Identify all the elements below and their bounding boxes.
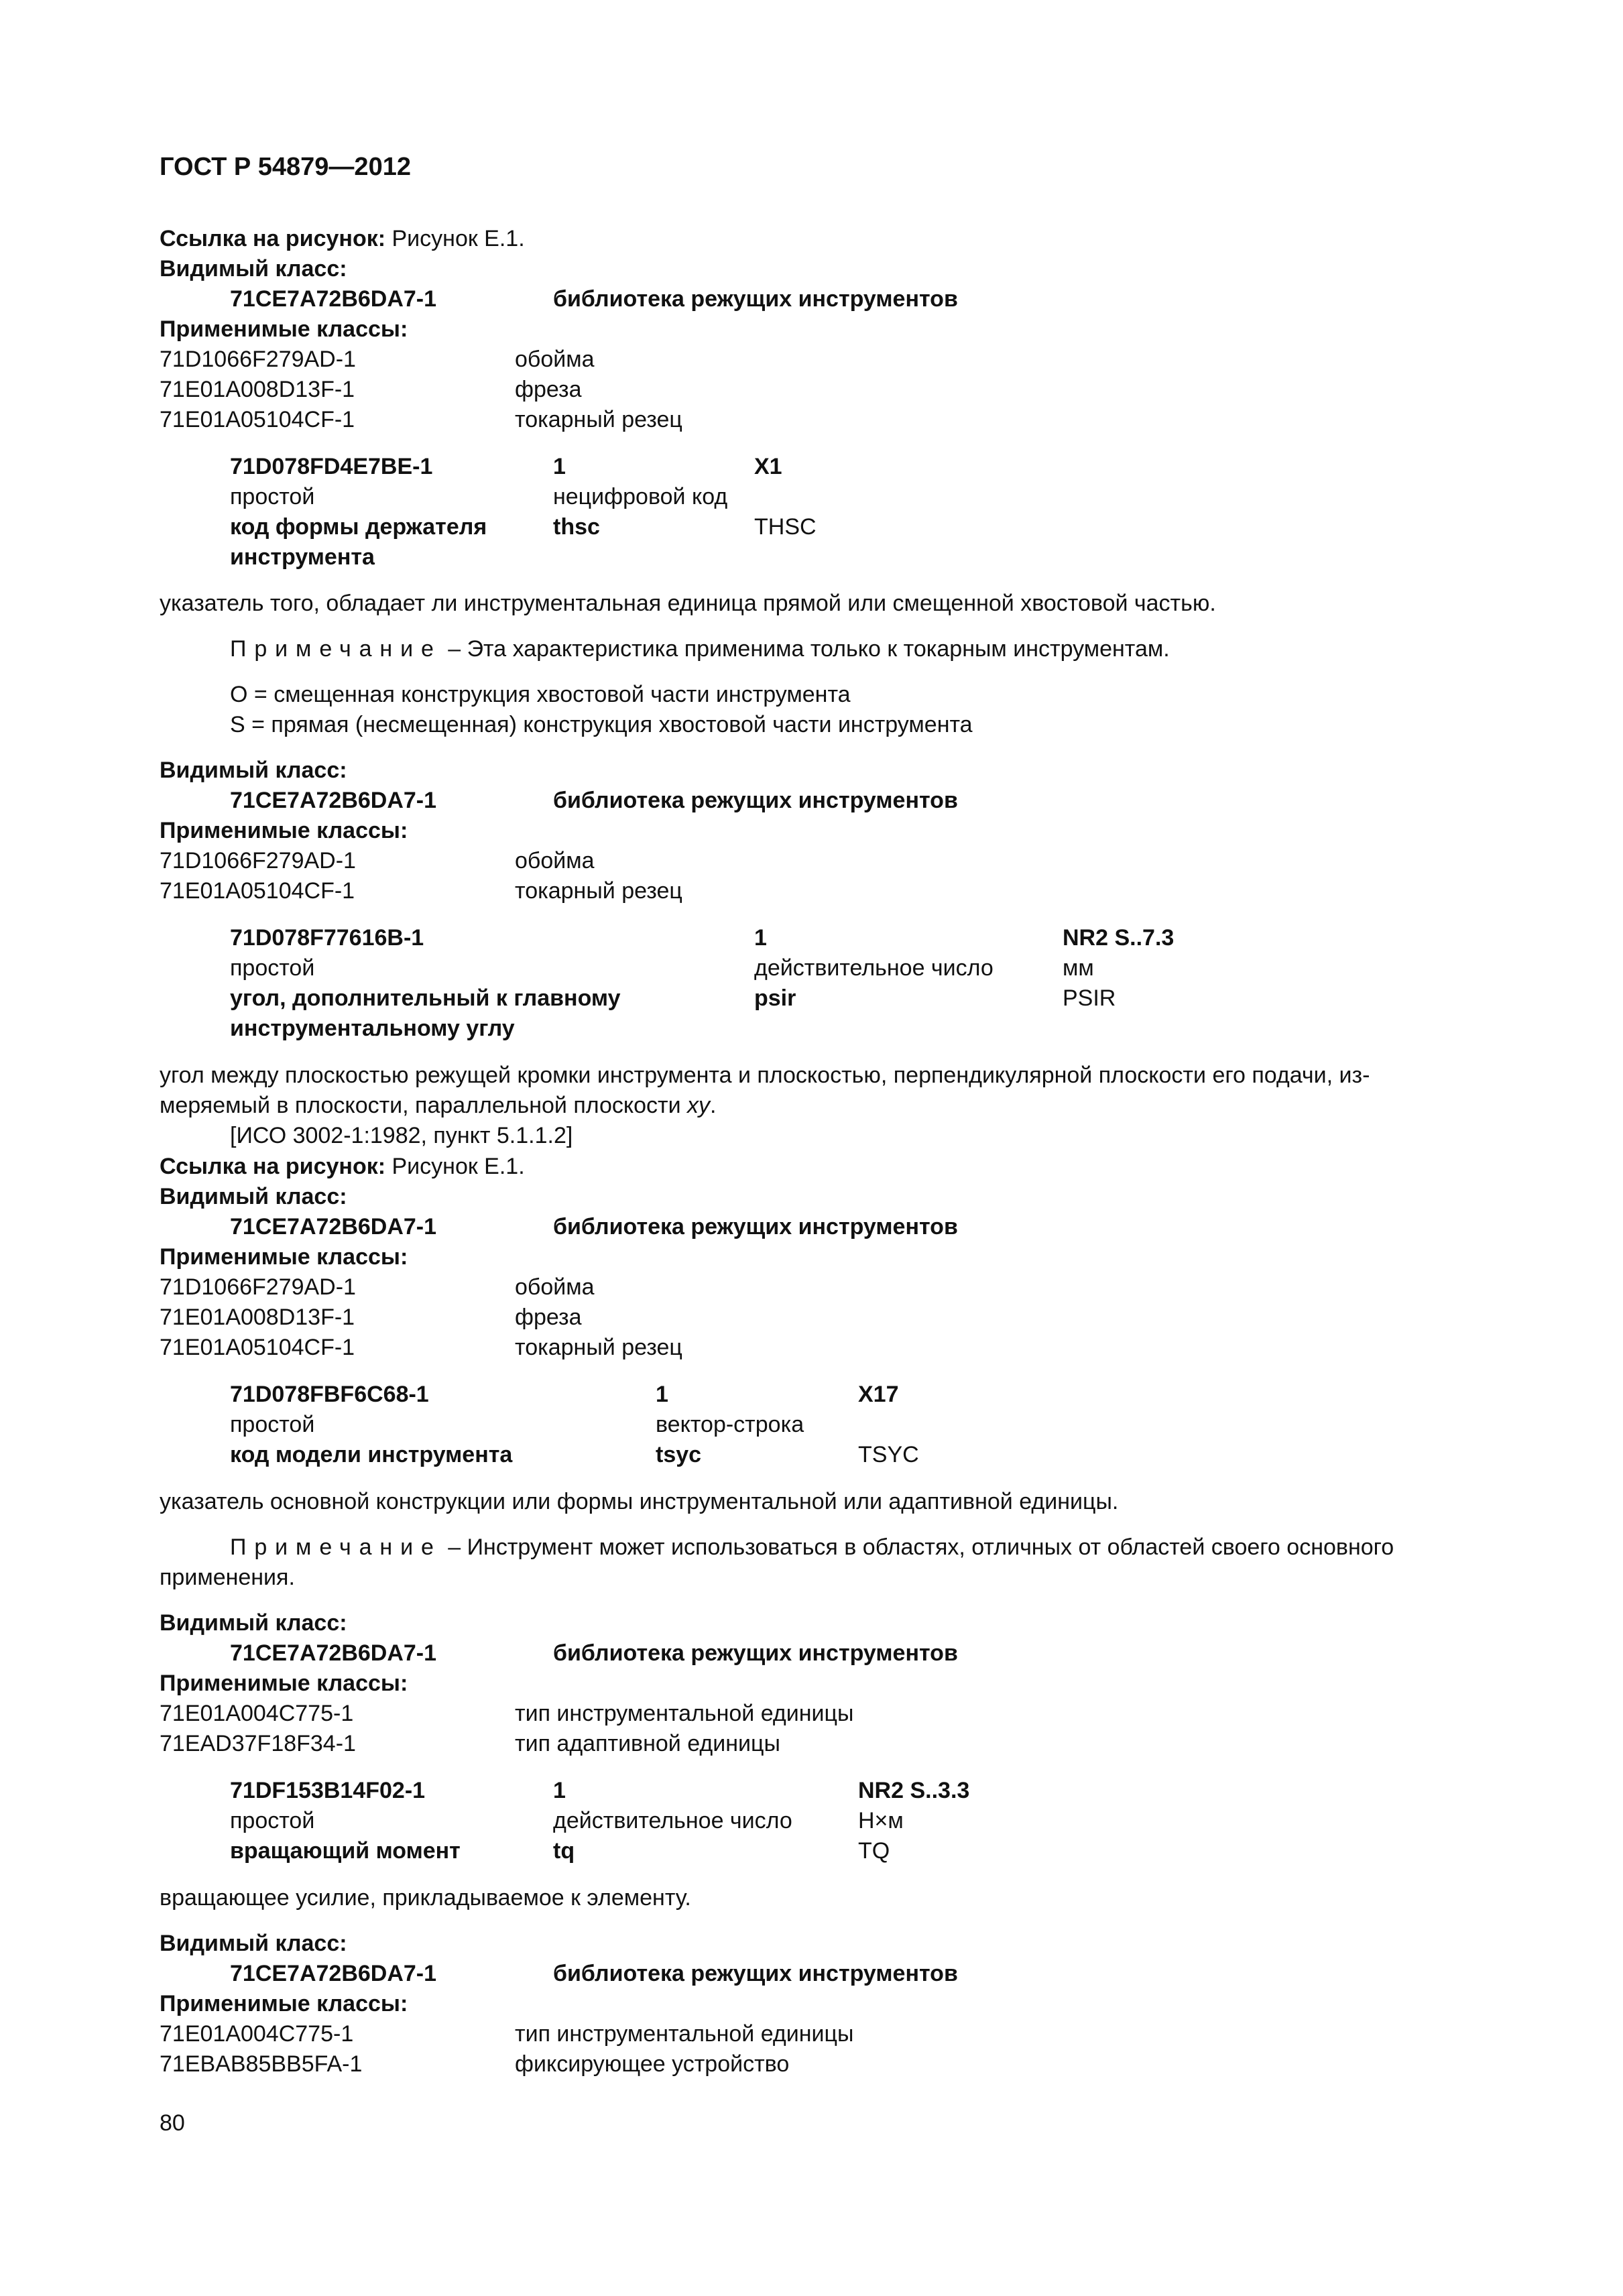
property-name: вращающий момент bbox=[230, 1838, 461, 1864]
definition-end: . bbox=[710, 1093, 717, 1118]
document-header: ГОСТ Р 54879—2012 bbox=[160, 153, 411, 181]
property-format: NR2 S..3.3 bbox=[858, 1778, 970, 1803]
property-format: NR2 S..7.3 bbox=[1063, 925, 1175, 951]
figure-ref-value: Рисунок Е.1. bbox=[392, 226, 525, 251]
class-name: токарный резец bbox=[515, 407, 682, 432]
property-name: код модели инструмента bbox=[230, 1442, 513, 1467]
library-name: библиотека режущих инструментов bbox=[553, 1640, 958, 1666]
applicable-classes-label: Применимые классы: bbox=[160, 1991, 408, 2016]
applicable-classes-label: Применимые классы: bbox=[160, 1244, 408, 1270]
property-format: X17 bbox=[858, 1382, 899, 1407]
property-name-cont: инструментальному углу bbox=[230, 1016, 515, 1041]
property-name-cont: инструмента bbox=[230, 544, 375, 570]
class-code: 71E01A008D13F-1 bbox=[160, 1305, 355, 1330]
figure-reference bbox=[160, 225, 525, 252]
note-label: Примечание bbox=[230, 636, 442, 662]
property-kind: простой bbox=[230, 1808, 315, 1833]
class-code: 71E01A004C775-1 bbox=[160, 1701, 354, 1726]
property-definition: указатель основной конструкции или формы инструментальной или адаптивной единицы. bbox=[160, 1489, 1119, 1514]
property-version: 1 bbox=[754, 925, 767, 951]
library-code: 71CE7A72B6DA7-1 bbox=[230, 1214, 437, 1240]
property-name: код формы держателя bbox=[230, 514, 487, 540]
class-name: тип адаптивной единицы bbox=[515, 1731, 780, 1756]
property-name: угол, дополнительный к главному bbox=[230, 985, 621, 1011]
class-code: 71E01A05104CF-1 bbox=[160, 878, 355, 904]
class-code: 71E01A004C775-1 bbox=[160, 2021, 354, 2047]
library-name: библиотека режущих инструментов bbox=[553, 788, 958, 813]
property-kind: простой bbox=[230, 1412, 315, 1437]
applicable-classes-label: Применимые классы: bbox=[160, 1671, 408, 1696]
property-short-name: TQ bbox=[858, 1838, 890, 1864]
class-name: фреза bbox=[515, 377, 582, 402]
library-code: 71CE7A72B6DA7-1 bbox=[230, 286, 437, 312]
property-definition: угол между плоскостью режущей кромки инструмента и плоскостью, перпендикулярной плоскости его подачи, из- bbox=[160, 1063, 1370, 1088]
class-name: обойма bbox=[515, 848, 595, 873]
property-type: нецифровой код bbox=[553, 484, 728, 509]
source-reference: [ИСО 3002-1:1982, пункт 5.1.1.2] bbox=[230, 1123, 573, 1148]
library-code: 71CE7A72B6DA7-1 bbox=[230, 1961, 437, 1986]
document-page bbox=[160, 0, 1514, 2296]
property-code: 71DF153B14F02-1 bbox=[230, 1778, 426, 1803]
library-name: библиотека режущих инструментов bbox=[553, 286, 958, 312]
page-number: 80 bbox=[160, 2110, 185, 2136]
figure-ref-label: Ссылка на рисунок: bbox=[160, 1154, 386, 1179]
class-code: 71E01A008D13F-1 bbox=[160, 377, 355, 402]
applicable-classes-label: Применимые классы: bbox=[160, 818, 408, 843]
property-kind: простой bbox=[230, 955, 315, 981]
note-cont: применения. bbox=[160, 1565, 295, 1590]
class-name: фиксирующее устройство bbox=[515, 2051, 790, 2077]
property-version: 1 bbox=[656, 1382, 668, 1407]
property-symbol: thsc bbox=[553, 514, 600, 540]
class-code: 71EBAB85BB5FA-1 bbox=[160, 2051, 363, 2077]
property-symbol: tq bbox=[553, 1838, 575, 1864]
note-text: – Эта характеристика применима только к токарным инструментам. bbox=[441, 636, 1170, 662]
class-code: 71EAD37F18F34-1 bbox=[160, 1731, 356, 1756]
class-code: 71E01A05104CF-1 bbox=[160, 1335, 355, 1360]
class-name: тип инструментальной единицы bbox=[515, 1701, 854, 1726]
property-format: X1 bbox=[754, 454, 782, 479]
note-text: – Инструмент может использоваться в областях, отличных от областей своего основного bbox=[441, 1534, 1394, 1560]
property-kind: простой bbox=[230, 484, 315, 509]
class-name: тип инструментальной единицы bbox=[515, 2021, 854, 2047]
property-code: 71D078F77616B-1 bbox=[230, 925, 424, 951]
figure-ref-label: Ссылка на рисунок: bbox=[160, 226, 386, 251]
class-name: обойма bbox=[515, 1274, 595, 1300]
definition-italic: xy bbox=[687, 1093, 711, 1118]
figure-ref-value: Рисунок Е.1. bbox=[392, 1154, 525, 1179]
property-unit: мм bbox=[1063, 955, 1094, 981]
figure-reference bbox=[160, 1153, 525, 1180]
property-symbol: psir bbox=[754, 985, 796, 1011]
property-symbol: tsyc bbox=[656, 1442, 702, 1467]
property-version: 1 bbox=[553, 1778, 566, 1803]
value-description: O = смещенная конструкция хвостовой части инструмента bbox=[230, 682, 851, 707]
class-code: 71E01A05104CF-1 bbox=[160, 407, 355, 432]
visible-class-label: Видимый класс: bbox=[160, 1610, 347, 1636]
class-name: токарный резец bbox=[515, 1335, 682, 1360]
class-name: обойма bbox=[515, 347, 595, 372]
visible-class-label: Видимый класс: bbox=[160, 758, 347, 783]
property-unit: Н×м bbox=[858, 1808, 904, 1833]
property-short-name: TSYC bbox=[858, 1442, 919, 1467]
property-definition-cont bbox=[160, 1092, 717, 1119]
note bbox=[230, 636, 1170, 662]
note-label: Примечание bbox=[230, 1534, 442, 1560]
note bbox=[230, 1534, 1394, 1561]
library-code: 71CE7A72B6DA7-1 bbox=[230, 1640, 437, 1666]
property-type: действительное число bbox=[754, 955, 994, 981]
class-code: 71D1066F279AD-1 bbox=[160, 1274, 356, 1300]
property-definition: указатель того, обладает ли инструментальная единица прямой или смещенной хвостовой частью. bbox=[160, 591, 1216, 616]
class-name: токарный резец bbox=[515, 878, 682, 904]
applicable-classes-label: Применимые классы: bbox=[160, 316, 408, 342]
visible-class-label: Видимый класс: bbox=[160, 1931, 347, 1956]
property-code: 71D078FD4E7BE-1 bbox=[230, 454, 433, 479]
property-type: вектор-строка bbox=[656, 1412, 804, 1437]
library-name: библиотека режущих инструментов bbox=[553, 1214, 958, 1240]
property-type: действительное число bbox=[553, 1808, 792, 1833]
definition-text: меряемый в плоскости, параллельной плоскости bbox=[160, 1093, 688, 1118]
property-code: 71D078FBF6C68-1 bbox=[230, 1382, 429, 1407]
class-name: фреза bbox=[515, 1305, 582, 1330]
property-version: 1 bbox=[553, 454, 566, 479]
visible-class-label: Видимый класс: bbox=[160, 1184, 347, 1209]
property-definition: вращающее усилие, прикладываемое к элементу. bbox=[160, 1885, 691, 1911]
library-code: 71CE7A72B6DA7-1 bbox=[230, 788, 437, 813]
property-short-name: PSIR bbox=[1063, 985, 1116, 1011]
value-description: S = прямая (несмещенная) конструкция хвостовой части инструмента bbox=[230, 712, 973, 737]
class-code: 71D1066F279AD-1 bbox=[160, 848, 356, 873]
library-name: библиотека режущих инструментов bbox=[553, 1961, 958, 1986]
property-short-name: THSC bbox=[754, 514, 817, 540]
class-code: 71D1066F279AD-1 bbox=[160, 347, 356, 372]
visible-class-label: Видимый класс: bbox=[160, 256, 347, 282]
